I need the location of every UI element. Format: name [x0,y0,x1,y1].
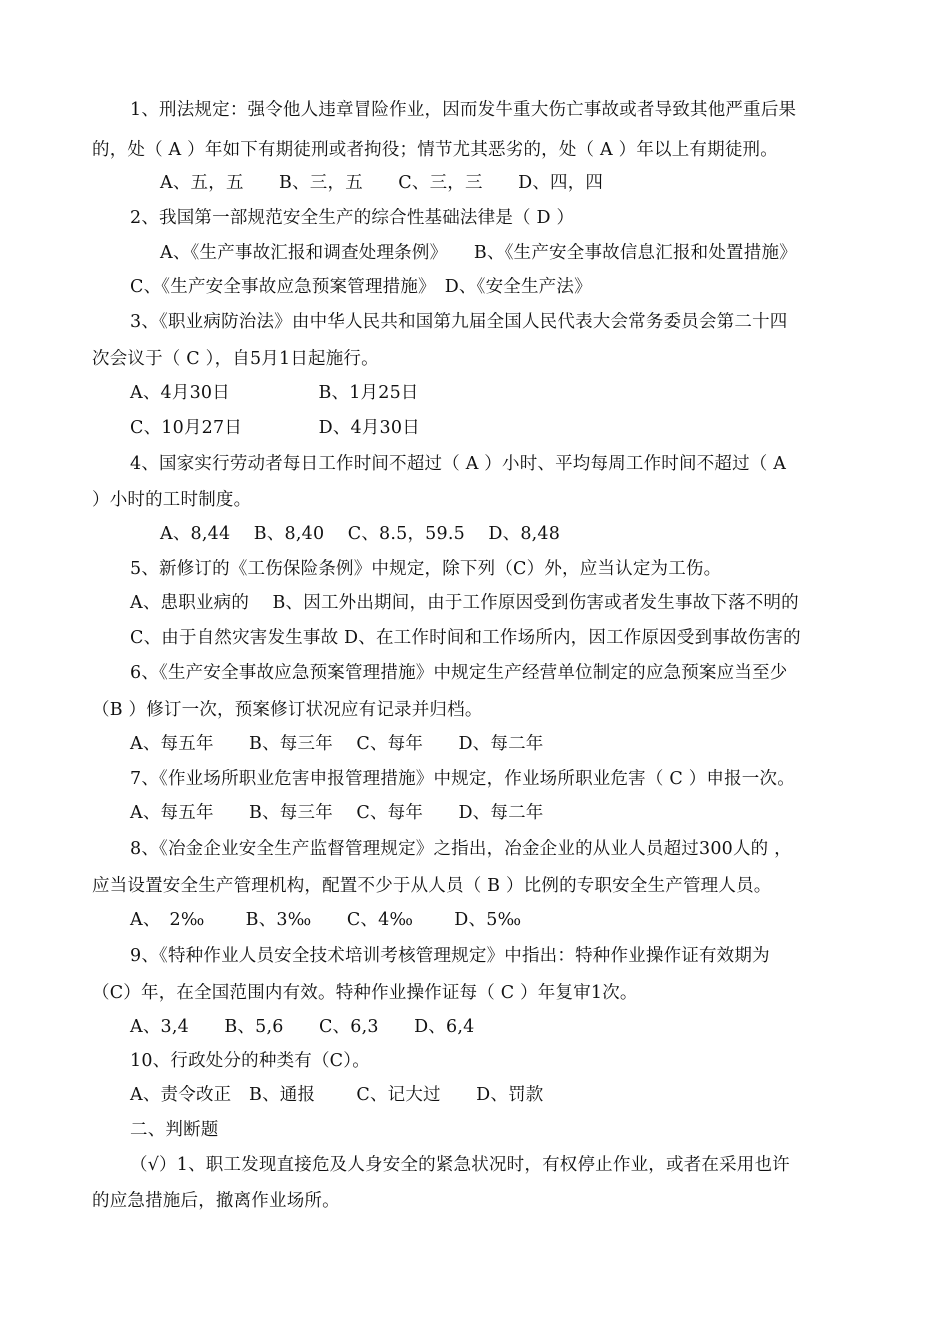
q6-line-1: 6、《生产安全事故应急预案管理措施》中规定生产经营单位制定的应急预案应当至少 [130,663,788,683]
q10-line-1: 10、行政处分的种类有（C）。 [130,1051,370,1071]
q9-line-2: （C）年，在全国范围内有效。特种作业操作证每（ C ）年复审1次。 [92,983,638,1003]
q4-line-2: ）小时的工时制度。 [92,490,252,510]
tf1-line-2: 的应急措施后，撤离作业场所。 [92,1191,340,1211]
q5-line-1: 5、新修订的《工伤保险条例》中规定，除下列（C）外，应当认定为工伤。 [130,559,722,579]
q4-options: A、8,44 B、8,40 C、8.5，59.5 D、8,48 [160,524,561,544]
q5-options-cd: C、由于自然灾害发生事故 D、在工作时间和工作场所内，因工作原因受到事故伤害的 [130,628,801,648]
q2-options-ab: A、《生产事故汇报和调查处理条例》 B、《生产安全事故信息汇报和处置措施》 [160,243,797,263]
q3-options-ab: A、4月30日 B、1月25日 [130,383,419,403]
q10-options: A、责令改正 B、通报 C、记大过 D、罚款 [130,1085,544,1105]
q9-options: A、3,4 B、5,6 C、6,3 D、6,4 [130,1017,475,1037]
q2-line-1: 2、我国第一部规范安全生产的综合性基础法律是（ D ） [130,208,575,228]
q1-options: A、五，五 B、三，五 C、三，三 D、四，四 [160,173,604,193]
q3-line-1: 3、《职业病防治法》由中华人民共和国第九届全国人民代表大会常务委员会第二十四 [130,312,788,332]
q1-line-2: 的，处（ A ）年如下有期徒刑或者拘役；情节尤其恶劣的，处（ A ）年以上有期徒刑。 [92,140,778,160]
q6-line-2: （B ）修订一次，预案修订状况应有记录并归档。 [92,700,483,720]
q3-line-2: 次会议于（ C ），自5月1日起施行。 [92,349,379,369]
tf1-line-1: （√）1、职工发现直接危及人身安全的紧急状况时，有权停止作业，或者在采用也许 [130,1155,790,1175]
q3-options-cd: C、10月27日 D、4月30日 [130,418,420,438]
q6-options: A、每五年 B、每三年 C、每年 D、每二年 [130,734,544,754]
q8-line-1: 8、《冶金企业安全生产监督管理规定》之指出，冶金企业的从业人员超过300人的 ， [130,839,792,859]
q7-line-1: 7、《作业场所职业危害申报管理措施》中规定，作业场所职业危害（ C ）申报一次。 [130,769,795,789]
q9-line-1: 9、《特种作业人员安全技术培训考核管理规定》中指出：特种作业操作证有效期为 [130,946,770,966]
q2-options-cd: C、《生产安全事故应急预案管理措施》 D、《安全生产法》 [130,277,592,297]
q8-options: A、 2‰ B、3‰ C、4‰ D、5‰ [130,910,522,930]
q5-options-ab: A、患职业病的 B、因工外出期间，由于工作原因受到伤害或者发生事故下落不明的 [130,593,799,613]
q8-line-2: 应当设置安全生产管理机构，配置不少于从人员（ B ）比例的专职安全生产管理人员。 [92,876,772,896]
q4-line-1: 4、国家实行劳动者每日工作时间不超过（ A ）小时、平均每周工作时间不超过（ A [130,454,787,474]
section-heading-true-false: 二、判断题 [130,1120,219,1140]
q7-options: A、每五年 B、每三年 C、每年 D、每二年 [130,803,544,823]
q1-line-1: 1、刑法规定：强令他人违章冒险作业，因而发牛重大伤亡事故或者导致其他严重后果 [130,100,797,120]
